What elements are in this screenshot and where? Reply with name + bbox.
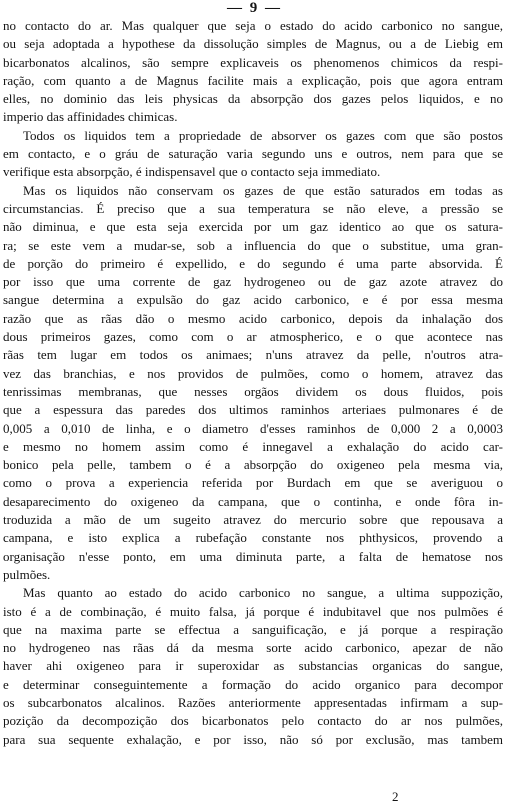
text-line: bonico pela pelle, tambem o é a absorpção do oxigeneo pela mesma via,: [3, 457, 503, 473]
page-number: — 9 —: [227, 0, 282, 16]
text-line: circumstancias. É preciso que a sua temperatura se não eleve, a pressão se: [3, 200, 503, 216]
text-line: de porção do primeiro é expellido, e do segundo é uma parte absorvida. É: [3, 255, 503, 271]
text-line: troduzida a mão de um sugeito atravez do mercurio sobre que repousava a: [3, 512, 503, 528]
text-line: e determinar conseguintemente a formação do acido organico para decompor: [3, 676, 503, 692]
text-line: rãas tem lugar em todos os animaes; n'uns atravez da pelle, n'outros atra-: [3, 347, 503, 363]
text-line: haver ahi oxigeneo para ir superoxidar as substancias organicas do sangue,: [3, 658, 503, 674]
text-line: desaparecimento do oxigeneo da campana, que o continha, e onde fôra in-: [3, 493, 503, 509]
text-line: no contacto do ar. Mas qualquer que seja o estado do acido carbonico no sangue,: [3, 18, 503, 33]
text-line: organisação n'esse ponto, em uma diminuta parte, a falta de hematose nos: [3, 548, 503, 564]
text-line: bicarbonatos alcalinos, são sempre explicaveis os phenomenos chimicos da respi-: [3, 54, 503, 70]
text-line: os subcarbonatos alcalinos. Razões anteriormente appresentadas infirmam a sup-: [3, 694, 503, 710]
text-line: 0,005 a 0,010 de linha, e o diametro d'esses raminhos de 0,000 2 a 0,0003: [3, 420, 503, 436]
text-line: não diminua, e que esta seja exercida por um gaz identico ao que os satura-: [3, 219, 503, 235]
text-line: imperio das affinidades chimicas.: [3, 109, 178, 125]
text-line: no hydrogeneo nas rãas dá da mesma sorte acido carbonico, apezar de não: [3, 640, 503, 656]
text-line: para sua sequente exhalação, e por isso, não só por exclusão, mas tambem: [3, 731, 503, 747]
text-line: elles, no dominio das leis physicas da absorpção dos gazes pelos liquidos, e no: [3, 91, 503, 107]
text-line: sangue determina a expulsão do gaz acido carbonico, e é por essa mesma: [3, 292, 503, 308]
text-line: pozição da decompozição dos bicarbonatos pelo contacto do ar nos pulmões,: [3, 713, 503, 729]
text-line: vez das branchias, e nos providos de pulmões, como o homem, atravez das: [3, 365, 503, 381]
text-line: que a espessura das paredes dos ultimos raminhos arteriaes pulmonares é de: [3, 402, 503, 418]
text-line: campana, e isto explica a rubefação constante nos phthysicos, provendo a: [3, 530, 503, 546]
text-line: que na maxima parte se effectua a sanguificação, e já porque a respiração: [3, 621, 503, 637]
text-line: Mas os liquidos não conservam os gazes de que estão saturados em todas as: [23, 182, 503, 198]
text-line: como o prova a experiencia referida por Burdach em que se averiguou o: [3, 475, 503, 491]
text-line: ou seja adoptada a hypothese da dissolução simples de Magnus, ou a de Liebig em: [3, 36, 503, 52]
text-line: Todos os liquidos tem a propriedade de absorver os gazes com que são postos: [23, 127, 503, 143]
signature-mark: 2: [392, 789, 399, 804]
text-line: dous primeiros gazes, como com o ar atmospherico, e o que acontece nas: [3, 329, 503, 345]
text-line: ração, com quanto a de Magnus facilite mais a explicação, pois que agora entram: [3, 72, 503, 88]
text-line: pulmões.: [3, 566, 51, 582]
body-text: [3, 17, 503, 749]
text-line: por isso que uma corrente de gaz hydrogeneo ou de gaz azote atravez do: [3, 274, 503, 290]
text-line: Mas quanto ao estado do acido carbonico no sangue, a ultima suppozição,: [23, 585, 503, 601]
text-line: e mesmo no homem assim como é innegavel a exhalação do acido car-: [3, 438, 503, 454]
text-line: razão que as rãas dão o mesmo acido carbonico, depois da inhalação dos: [3, 310, 503, 326]
text-line: ra; se este vem a mudar-se, sob a influencia do que o substitue, uma gran-: [3, 237, 503, 253]
text-line: em contacto, e o gráu de saturação varia segundo uns e outros, nem para que se: [3, 146, 503, 162]
text-line: verifique esta absorpção, é indispensavel que o contacto seja immediato.: [3, 164, 381, 180]
text-line: isto é a de combinação, é muito falsa, já porque é indubitavel que nos pulmões é: [3, 603, 503, 619]
text-line: tenrissimas membranas, que nesses orgãos dividem os dous fluidos, pois: [3, 383, 503, 399]
